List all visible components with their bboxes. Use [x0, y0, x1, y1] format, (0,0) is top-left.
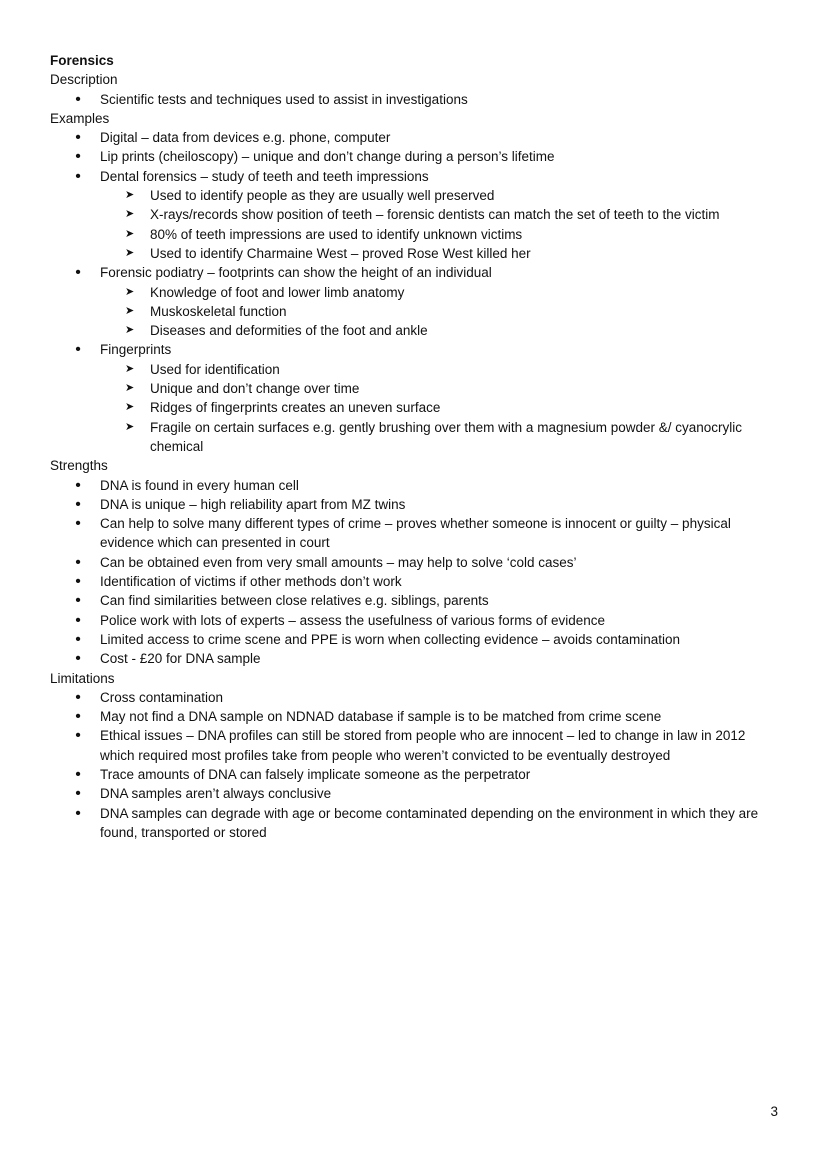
list-item: • May not find a DNA sample on NDNAD database if sample is to be matched from crime scene	[50, 707, 780, 726]
arrow-bullet-icon: ➤	[125, 246, 135, 259]
sub-list-item: ➤ Used to identify people as they are usually well preserved	[100, 186, 780, 205]
arrow-bullet-icon: ➤	[125, 285, 135, 298]
arrow-bullet-icon: ➤	[125, 227, 135, 240]
bullet-icon	[73, 514, 83, 533]
list-item: • Trace amounts of DNA can falsely implicate someone as the perpetrator	[50, 765, 780, 784]
bullet-icon	[73, 476, 83, 495]
arrow-bullet-icon: ➤	[125, 401, 135, 414]
list-item: • DNA samples can degrade with age or become contaminated depending on the environment in which they are found, transported or stored	[50, 804, 780, 843]
arrow-bullet-icon: ➤	[125, 189, 135, 202]
list-item: • Digital – data from devices e.g. phone, computer	[50, 128, 780, 147]
sub-list-item: ➤ Used to identify Charmaine West – proved Rose West killed her	[100, 244, 780, 263]
examples-list	[50, 128, 780, 456]
bullet-icon	[73, 90, 83, 109]
bullet-icon	[73, 340, 83, 359]
arrow-bullet-icon: ➤	[125, 420, 135, 433]
sub-list-item: ➤ Unique and don’t change over time	[100, 379, 780, 398]
list-item: • Police work with lots of experts – assess the usefulness of various forms of evidence	[50, 611, 780, 630]
limitations-heading: Limitations	[50, 670, 115, 686]
list-item: • Can find similarities between close relatives e.g. siblings, parents	[50, 591, 780, 610]
list-item: • Lip prints (cheiloscopy) – unique and don’t change during a person’s lifetime	[50, 147, 780, 166]
sub-list	[100, 186, 780, 263]
bullet-icon	[73, 630, 83, 649]
arrow-bullet-icon: ➤	[125, 382, 135, 395]
sub-list-item: ➤ Diseases and deformities of the foot and ankle	[100, 321, 780, 340]
list-item: • Forensic podiatry – footprints can show the height of an individual ➤ Knowledge of foot and lower limb anatomy ➤ Muskoskeletal function ➤ Diseases and deformities of the foot and ankle	[50, 263, 780, 340]
bullet-icon	[73, 147, 83, 166]
arrow-bullet-icon: ➤	[125, 208, 135, 221]
bullet-icon	[73, 611, 83, 630]
sub-list-item: ➤ Ridges of fingerprints creates an uneven surface	[100, 398, 780, 417]
bullet-icon	[73, 707, 83, 726]
sub-list-item: ➤ X-rays/records show position of teeth – forensic dentists can match the set of teeth to the victim	[100, 205, 780, 224]
list-item: • Cost - £20 for DNA sample	[50, 649, 780, 668]
bullet-icon	[73, 167, 83, 186]
list-item: • Identification of victims if other methods don’t work	[50, 572, 780, 591]
list-item: • Fingerprints ➤ Used for identification ➤ Unique and don’t change over time ➤ Ridges of fingerprints creates an uneven surface ➤ Fragile on certain surfaces e.g. gently brushing over them with a magnesium powder &/ cyanocrylic chemical	[50, 340, 780, 456]
bullet-icon	[73, 804, 83, 823]
bullet-icon	[73, 263, 83, 282]
list-item: • Dental forensics – study of teeth and teeth impressions ➤ Used to identify people as they are usually well preserved ➤ X-rays/records show position of teeth – forensic dentists can match the set of teeth to the victim ➤ 80% of teeth impressions are used to identify unknown victims ➤ Used to identify Charmaine West – proved Rose West killed her	[50, 167, 780, 263]
list-item: • DNA samples aren’t always conclusive	[50, 784, 780, 803]
bullet-icon	[73, 649, 83, 668]
limitations-list	[50, 688, 780, 842]
page-title: Forensics	[50, 53, 114, 68]
examples-heading: Examples	[50, 110, 110, 126]
list-item: • Ethical issues – DNA profiles can still be stored from people who are innocent – led to change in law in 2012 which required most profiles take from people who weren’t convicted to be eventually destroyed	[50, 726, 780, 765]
bullet-icon	[73, 591, 83, 610]
list-item: • Limited access to crime scene and PPE is worn when collecting evidence – avoids contamination	[50, 630, 780, 649]
arrow-bullet-icon: ➤	[125, 304, 135, 317]
bullet-icon	[73, 553, 83, 572]
bullet-icon	[73, 572, 83, 591]
sub-list-item: ➤ 80% of teeth impressions are used to identify unknown victims	[100, 225, 780, 244]
document-page	[50, 51, 780, 842]
list-item: • Can be obtained even from very small amounts – may help to solve ‘cold cases’	[50, 553, 780, 572]
sub-list	[100, 360, 780, 456]
sub-list-item: ➤ Muskoskeletal function	[100, 302, 780, 321]
bullet-icon	[73, 726, 83, 745]
list-item: • DNA is found in every human cell	[50, 476, 780, 495]
description-list	[50, 90, 780, 109]
strengths-heading: Strengths	[50, 458, 108, 474]
page-number: 3	[770, 1104, 778, 1119]
bullet-icon	[73, 495, 83, 514]
arrow-bullet-icon: ➤	[125, 324, 135, 337]
arrow-bullet-icon: ➤	[125, 362, 135, 375]
sub-list-item: ➤ Fragile on certain surfaces e.g. gently brushing over them with a magnesium powder &/ cyanocrylic chemical	[125, 419, 743, 454]
sub-list-item: ➤ Knowledge of foot and lower limb anatomy	[100, 283, 780, 302]
sub-list	[100, 283, 780, 341]
sub-list-item: ➤ Used for identification	[100, 360, 780, 379]
bullet-icon	[73, 765, 83, 784]
strengths-list	[50, 476, 780, 669]
list-item: • Can help to solve many different types of crime – proves whether someone is innocent or guilty – physical evidence which can presented in court	[50, 514, 780, 553]
list-item: • Scientific tests and techniques used to assist in investigations	[50, 90, 780, 109]
list-item: • Cross contamination	[50, 688, 780, 707]
bullet-icon	[73, 688, 83, 707]
list-item: • DNA is unique – high reliability apart from MZ twins	[50, 495, 780, 514]
bullet-icon	[73, 128, 83, 147]
description-heading: Description	[50, 72, 118, 88]
bullet-icon	[73, 784, 83, 803]
